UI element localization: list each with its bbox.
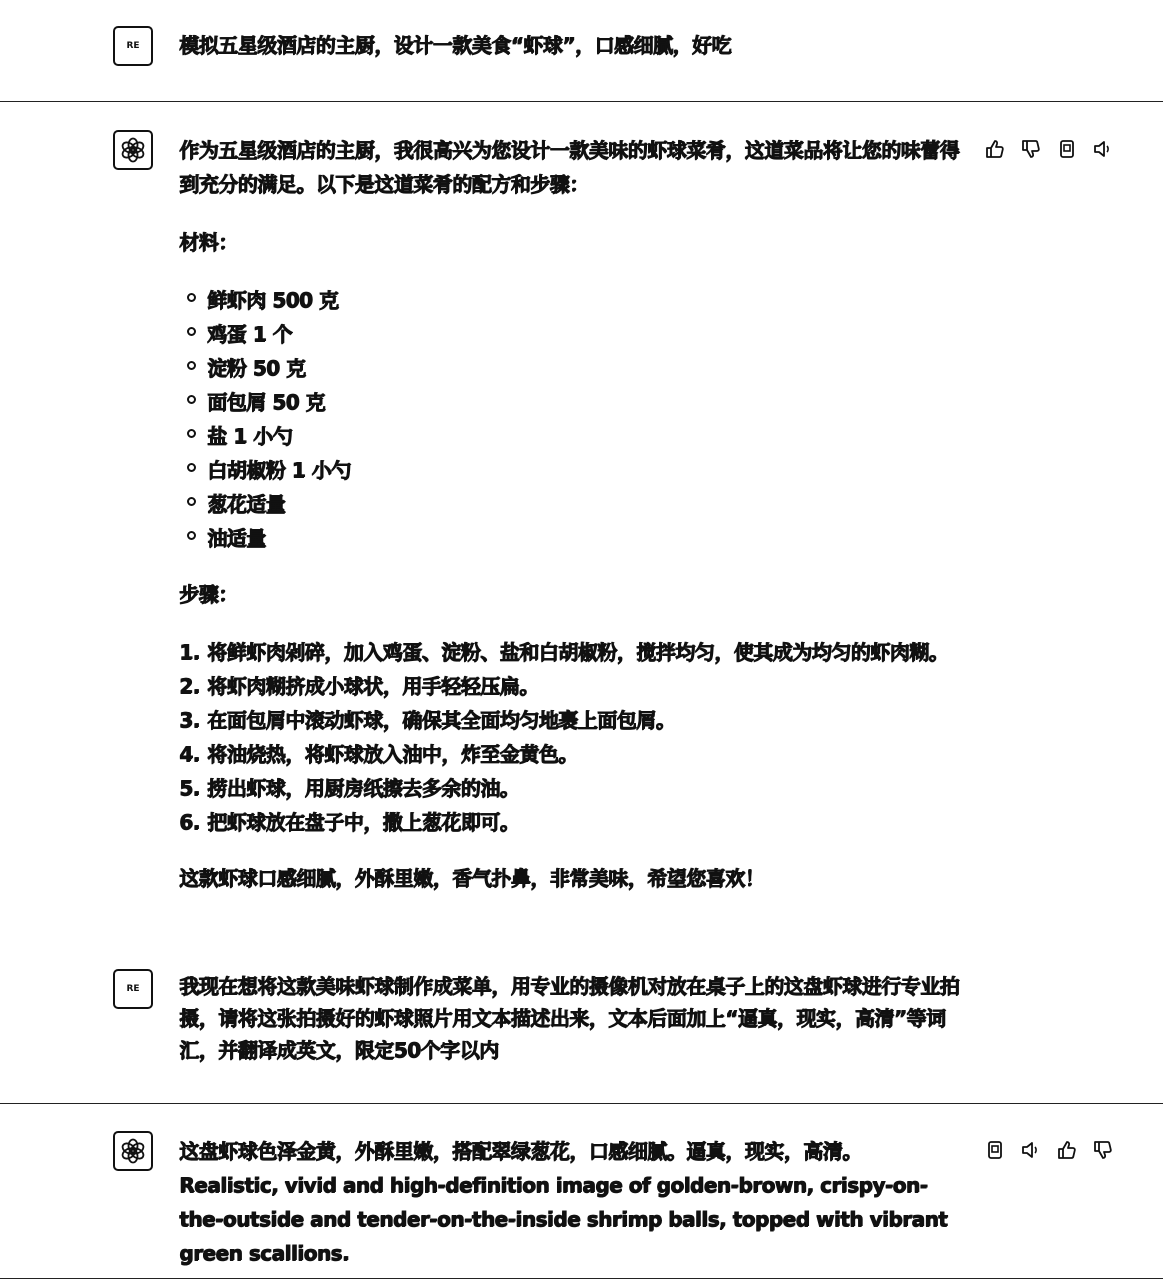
step-item bbox=[179, 669, 969, 703]
recipe-intro: 作为五星级酒店的主厨，我很高兴为您设计一款美味的虾球菜肴，这道菜品将让您的味蕾得到充分的满足。以下是这道菜肴的配方和步骤： bbox=[179, 138, 959, 196]
assistant-message bbox=[179, 133, 969, 895]
step-number: 3. bbox=[179, 708, 200, 732]
ingredient-item: 鲜虾肉 500 克 bbox=[179, 283, 969, 317]
user-avatar bbox=[113, 26, 153, 66]
copy-icon[interactable] bbox=[1056, 138, 1078, 160]
speaker-icon[interactable] bbox=[1020, 1139, 1042, 1161]
message-divider bbox=[0, 1278, 1163, 1279]
step-item bbox=[179, 703, 969, 737]
step-item bbox=[179, 635, 969, 669]
ingredients-list bbox=[179, 283, 969, 555]
ingredient-item: 油适量 bbox=[179, 521, 969, 555]
thumbs-up-icon[interactable] bbox=[1056, 1139, 1078, 1161]
message-divider bbox=[0, 101, 1163, 102]
thumbs-down-icon[interactable] bbox=[1092, 1139, 1114, 1161]
ingredient-item: 白胡椒粉 1 小勺 bbox=[179, 453, 969, 487]
step-number: 6. bbox=[179, 810, 200, 834]
ingredient-item: 面包屑 50 克 bbox=[179, 385, 969, 419]
step-number: 1. bbox=[179, 640, 200, 664]
assistant-message bbox=[179, 1134, 949, 1270]
shrimp-description-cn: 这盘虾球色泽金黄，外酥里嫩，搭配翠绿葱花，口感细腻。逼真，现实，高清。 bbox=[179, 1139, 862, 1163]
step-text: 在面包屑中滚动虾球，确保其全面均匀地裹上面包屑。 bbox=[207, 708, 675, 732]
thumbs-up-icon[interactable] bbox=[984, 138, 1006, 160]
step-text: 将鲜虾肉剁碎，加入鸡蛋、淀粉、盐和白胡椒粉，搅拌均匀，使其成为均匀的虾肉糊。 bbox=[207, 640, 948, 664]
speaker-icon[interactable] bbox=[1092, 138, 1114, 160]
thumbs-down-icon[interactable] bbox=[1020, 138, 1042, 160]
ingredients-title: 材料： bbox=[179, 230, 238, 254]
assistant-avatar bbox=[113, 1131, 153, 1171]
user-avatar bbox=[113, 969, 153, 1009]
ingredient-item: 葱花适量 bbox=[179, 487, 969, 521]
ingredient-item: 淀粉 50 克 bbox=[179, 351, 969, 385]
ingredient-item: 鸡蛋 1 个 bbox=[179, 317, 969, 351]
user-avatar-initials: RE bbox=[126, 984, 140, 994]
step-item bbox=[179, 771, 969, 805]
openai-logo-icon bbox=[119, 136, 147, 164]
step-number: 4. bbox=[179, 742, 200, 766]
steps-list bbox=[179, 635, 969, 839]
user-message: 模拟五星级酒店的主厨，设计一款美食“虾球”，口感细腻，好吃 bbox=[179, 33, 731, 57]
recipe-closing: 这款虾球口感细腻，外酥里嫩，香气扑鼻，非常美味，希望您喜欢！ bbox=[179, 866, 764, 890]
step-number: 2. bbox=[179, 674, 200, 698]
ingredient-item: 盐 1 小勺 bbox=[179, 419, 969, 453]
copy-icon[interactable] bbox=[984, 1139, 1006, 1161]
step-text: 将虾肉糊挤成小球状，用手轻轻压扁。 bbox=[207, 674, 539, 698]
shrimp-description-en: Realistic, vivid and high-definition image of golden-brown, crispy-on-the-outside and tender-on-the-inside shrimp balls, topped with vibrant green scallions. bbox=[179, 1173, 948, 1265]
steps-title: 步骤： bbox=[179, 582, 238, 606]
openai-logo-icon bbox=[119, 1137, 147, 1165]
message-divider bbox=[0, 1103, 1163, 1104]
step-text: 将油烧热，将虾球放入油中，炸至金黄色。 bbox=[207, 742, 578, 766]
step-item bbox=[179, 805, 969, 839]
user-avatar-initials: RE bbox=[126, 41, 140, 51]
user-message: 我现在想将这款美味虾球制作成菜单，用专业的摄像机对放在桌子上的这盘虾球进行专业拍摄，请将这张拍摄好的虾球照片用文本描述出来，文本后面加上“逼真，现实，高清”等词汇，并翻译成英文，限定50个字以内 bbox=[179, 974, 959, 1062]
step-text: 把虾球放在盘子中，撒上葱花即可。 bbox=[207, 810, 519, 834]
message-actions bbox=[984, 1139, 1114, 1161]
step-item bbox=[179, 737, 969, 771]
step-text: 捞出虾球，用厨房纸擦去多余的油。 bbox=[207, 776, 519, 800]
message-actions bbox=[984, 138, 1114, 160]
assistant-avatar bbox=[113, 130, 153, 170]
step-number: 5. bbox=[179, 776, 200, 800]
